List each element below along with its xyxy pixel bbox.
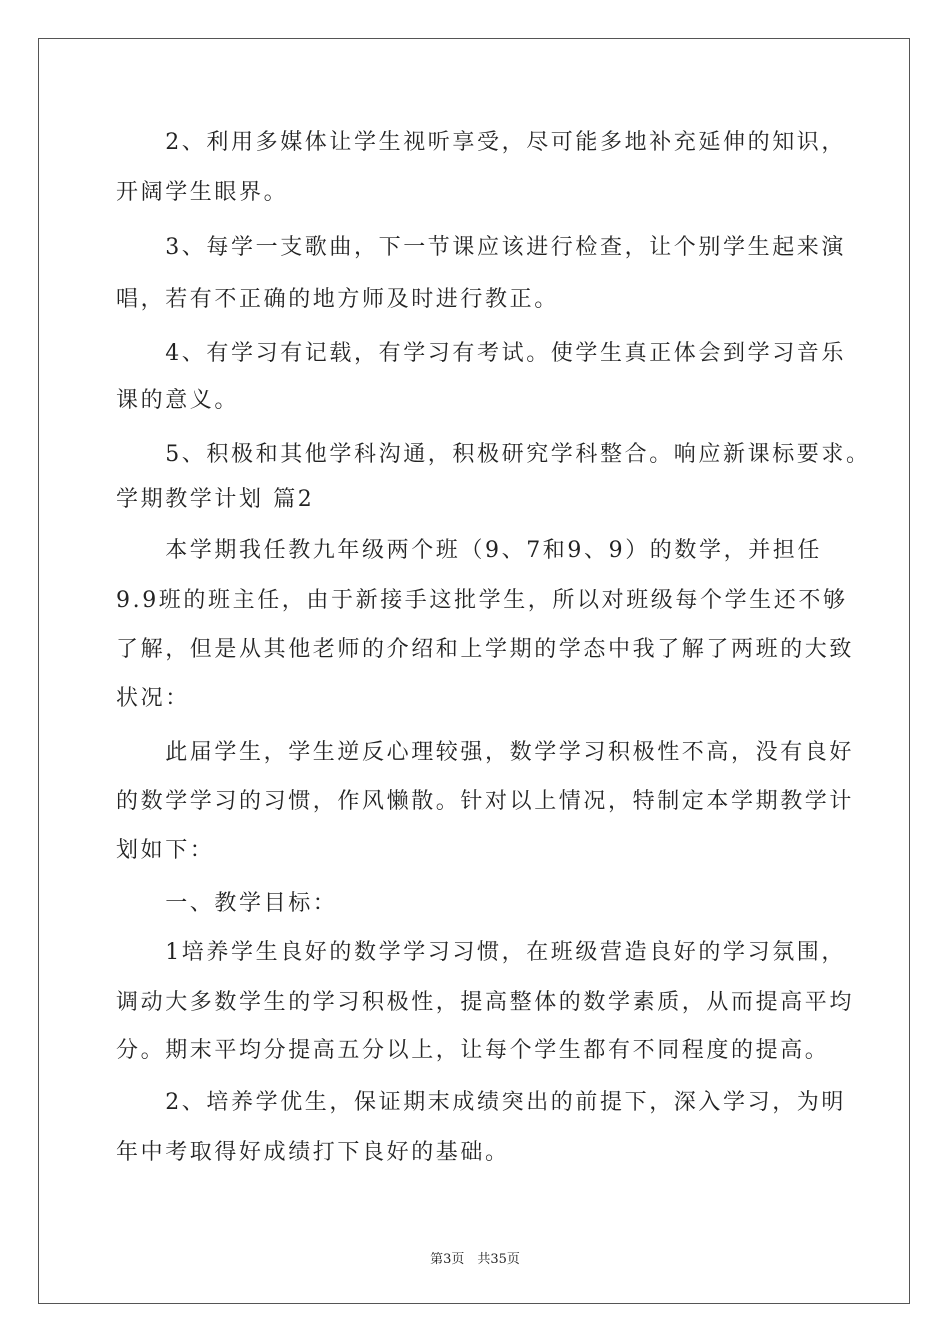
text-line: 年中考取得好成绩打下良好的基础。 bbox=[116, 1140, 510, 1165]
text-line: 了解，但是从其他老师的介绍和上学期的学态中我了解了两班的大致 bbox=[116, 637, 855, 662]
text-line: 一、教学目标： bbox=[116, 891, 338, 916]
text-line: 本学期我任教九年级两个班（9、7和9、9）的数学，并担任 bbox=[116, 538, 822, 563]
text-line: 此届学生，学生逆反心理较强，数学学习积极性不高，没有良好 bbox=[116, 740, 855, 765]
text-line: 的数学学习的习惯，作风懒散。针对以上情况，特制定本学期教学计 bbox=[116, 789, 855, 814]
text-line: 唱，若有不正确的地方师及时进行教正。 bbox=[116, 287, 559, 312]
text-line: 9.9班的班主任，由于新接手这批学生，所以对班级每个学生还不够 bbox=[116, 588, 848, 613]
section-heading: 学期教学计划 篇2 bbox=[116, 487, 315, 512]
text-line: 1培养学生良好的数学学习习惯，在班级营造良好的学习氛围， bbox=[116, 940, 846, 965]
text-line: 2、培养学优生，保证期末成绩突出的前提下，深入学习，为明 bbox=[116, 1090, 846, 1115]
text-line: 划如下： bbox=[116, 838, 215, 863]
page-number: 第3页 共35页 bbox=[430, 1252, 520, 1267]
text-line: 5、积极和其他学科沟通，积极研究学科整合。响应新课标要求。 bbox=[116, 442, 871, 467]
text-line: 分。期末平均分提高五分以上，让每个学生都有不同程度的提高。 bbox=[116, 1038, 830, 1063]
text-line: 课的意义。 bbox=[116, 388, 240, 413]
text-line: 开阔学生眼界。 bbox=[116, 180, 289, 205]
text-line: 调动大多数学生的学习积极性，提高整体的数学素质，从而提高平均 bbox=[116, 990, 855, 1015]
text-line: 3、每学一支歌曲，下一节课应该进行检查，让个别学生起来演 bbox=[116, 235, 846, 260]
text-line: 状况： bbox=[116, 686, 190, 711]
text-line: 2、利用多媒体让学生视听享受，尽可能多地补充延伸的知识， bbox=[116, 130, 846, 155]
text-line: 4、有学习有记载，有学习有考试。使学生真正体会到学习音乐 bbox=[116, 341, 846, 366]
